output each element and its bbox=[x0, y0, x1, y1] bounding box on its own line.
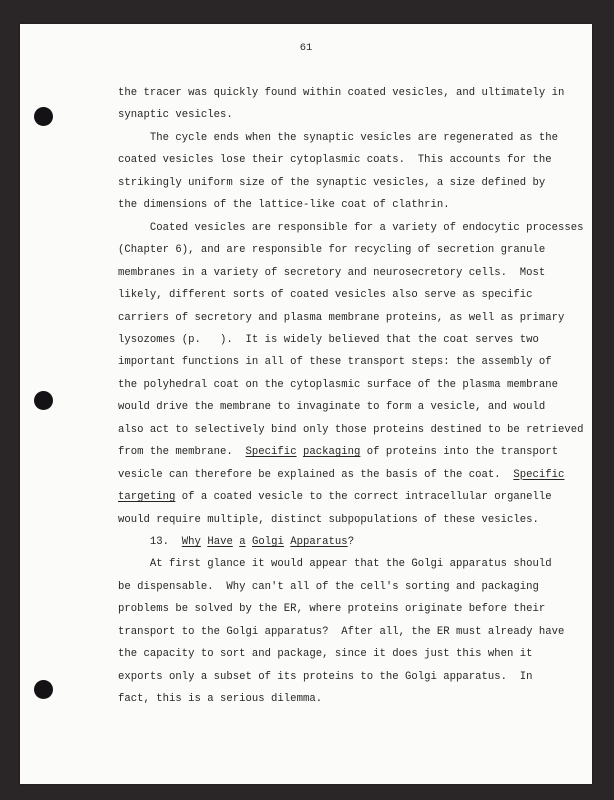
text-line bbox=[118, 491, 552, 503]
text-run: the capacity to sort and package, since it does just this when it bbox=[118, 648, 533, 661]
text-line bbox=[118, 424, 584, 436]
text-run: likely, different sorts of coated vesicles also serve as specific bbox=[118, 289, 533, 302]
underlined-text: Specific bbox=[245, 446, 297, 459]
underlined-text: Specific bbox=[513, 468, 565, 481]
text-run: would require multiple, distinct subpopulations of these vesicles. bbox=[118, 513, 539, 526]
text-run: At first glance it would appear that the Golgi apparatus should bbox=[118, 558, 552, 571]
underlined-text: a bbox=[239, 536, 246, 548]
underlined-text: Have bbox=[207, 536, 233, 548]
text-run: strikingly uniform size of the synaptic vesicles, a size defined by bbox=[118, 176, 546, 189]
text-run: the polyhedral coat on the cytoplasmic surface of the plasma membrane bbox=[118, 378, 559, 391]
text-run: also act to selectively bind only those proteins destined to be retrieved bbox=[118, 423, 584, 436]
text-line bbox=[118, 648, 533, 660]
text-run: coated vesicles lose their cytoplasmic coats. This accounts for the bbox=[118, 154, 552, 167]
binder-hole bbox=[34, 680, 53, 699]
text-line bbox=[118, 132, 558, 144]
text-run: vesicle can therefore be explained as the basis of the coat. bbox=[118, 468, 514, 481]
text-line bbox=[118, 222, 584, 234]
text-run: fact, this is a serious dilemma. bbox=[118, 693, 323, 706]
text-run: transport to the Golgi apparatus? After all, the ER must already have bbox=[118, 625, 565, 638]
text-run: of a coated vesicle to the correct intracellular organelle bbox=[175, 491, 552, 504]
text-line bbox=[118, 693, 322, 705]
text-line bbox=[118, 446, 558, 458]
text-line bbox=[118, 514, 539, 526]
underlined-text: Apparatus bbox=[290, 536, 348, 548]
text-line bbox=[118, 401, 545, 413]
underlined-text: packaging bbox=[302, 446, 361, 459]
text-run: Coated vesicles are responsible for a variety of endocytic processes bbox=[118, 221, 584, 234]
text-line bbox=[118, 87, 564, 99]
text-line bbox=[118, 109, 233, 121]
text-run: 13. bbox=[118, 536, 182, 548]
text-line bbox=[118, 177, 545, 189]
text-run: of proteins into the transport bbox=[360, 446, 559, 459]
text-line bbox=[118, 154, 552, 166]
text-run: membranes in a variety of secretory and neurosecretory cells. Most bbox=[118, 266, 546, 279]
text-run: from the membrane. bbox=[118, 446, 246, 459]
text-line bbox=[118, 379, 558, 391]
text-run: synaptic vesicles. bbox=[118, 109, 233, 122]
text-line bbox=[118, 603, 545, 615]
text-run: exports only a subset of its proteins to the Golgi apparatus. In bbox=[118, 670, 533, 683]
text-run: important functions in all of these transport steps: the assembly of bbox=[118, 356, 552, 369]
text-line bbox=[118, 334, 539, 346]
text-line bbox=[118, 558, 552, 570]
text-run: The cycle ends when the synaptic vesicles are regenerated as the bbox=[118, 131, 559, 144]
text-run: lysozomes (p. ). It is widely believed that the coat serves two bbox=[118, 333, 539, 346]
text-line bbox=[118, 469, 564, 481]
underlined-text: targeting bbox=[118, 491, 176, 504]
text-run: ? bbox=[347, 536, 355, 548]
text-line bbox=[118, 626, 564, 638]
text-line bbox=[118, 289, 533, 301]
binder-hole bbox=[34, 107, 53, 126]
text-line bbox=[118, 244, 545, 256]
text-run: the tracer was quickly found within coated vesicles, and ultimately in bbox=[118, 87, 565, 99]
text-run: the dimensions of the lattice-like coat of clathrin. bbox=[118, 199, 450, 212]
underlined-text: Golgi bbox=[252, 536, 284, 548]
underlined-text: Why bbox=[181, 536, 201, 548]
text-line bbox=[118, 536, 354, 548]
text-run: problems be solved by the ER, where proteins originate before their bbox=[118, 603, 546, 616]
text-run: be dispensable. Why can't all of the cell's sorting and packaging bbox=[118, 580, 539, 593]
text-run: (Chapter 6), and are responsible for recycling of secretion granule bbox=[118, 244, 546, 257]
text-line bbox=[118, 267, 545, 279]
text-line bbox=[118, 356, 552, 368]
text-line bbox=[118, 671, 533, 683]
page-number: 61 bbox=[299, 42, 313, 54]
text-run: would drive the membrane to invaginate to form a vesicle, and would bbox=[118, 401, 546, 414]
text-line bbox=[118, 581, 539, 593]
text-line bbox=[118, 312, 564, 324]
document-page bbox=[20, 24, 592, 784]
binder-hole bbox=[34, 391, 53, 410]
text-line bbox=[118, 199, 450, 211]
text-run: carriers of secretory and plasma membrane proteins, as well as primary bbox=[118, 311, 565, 324]
